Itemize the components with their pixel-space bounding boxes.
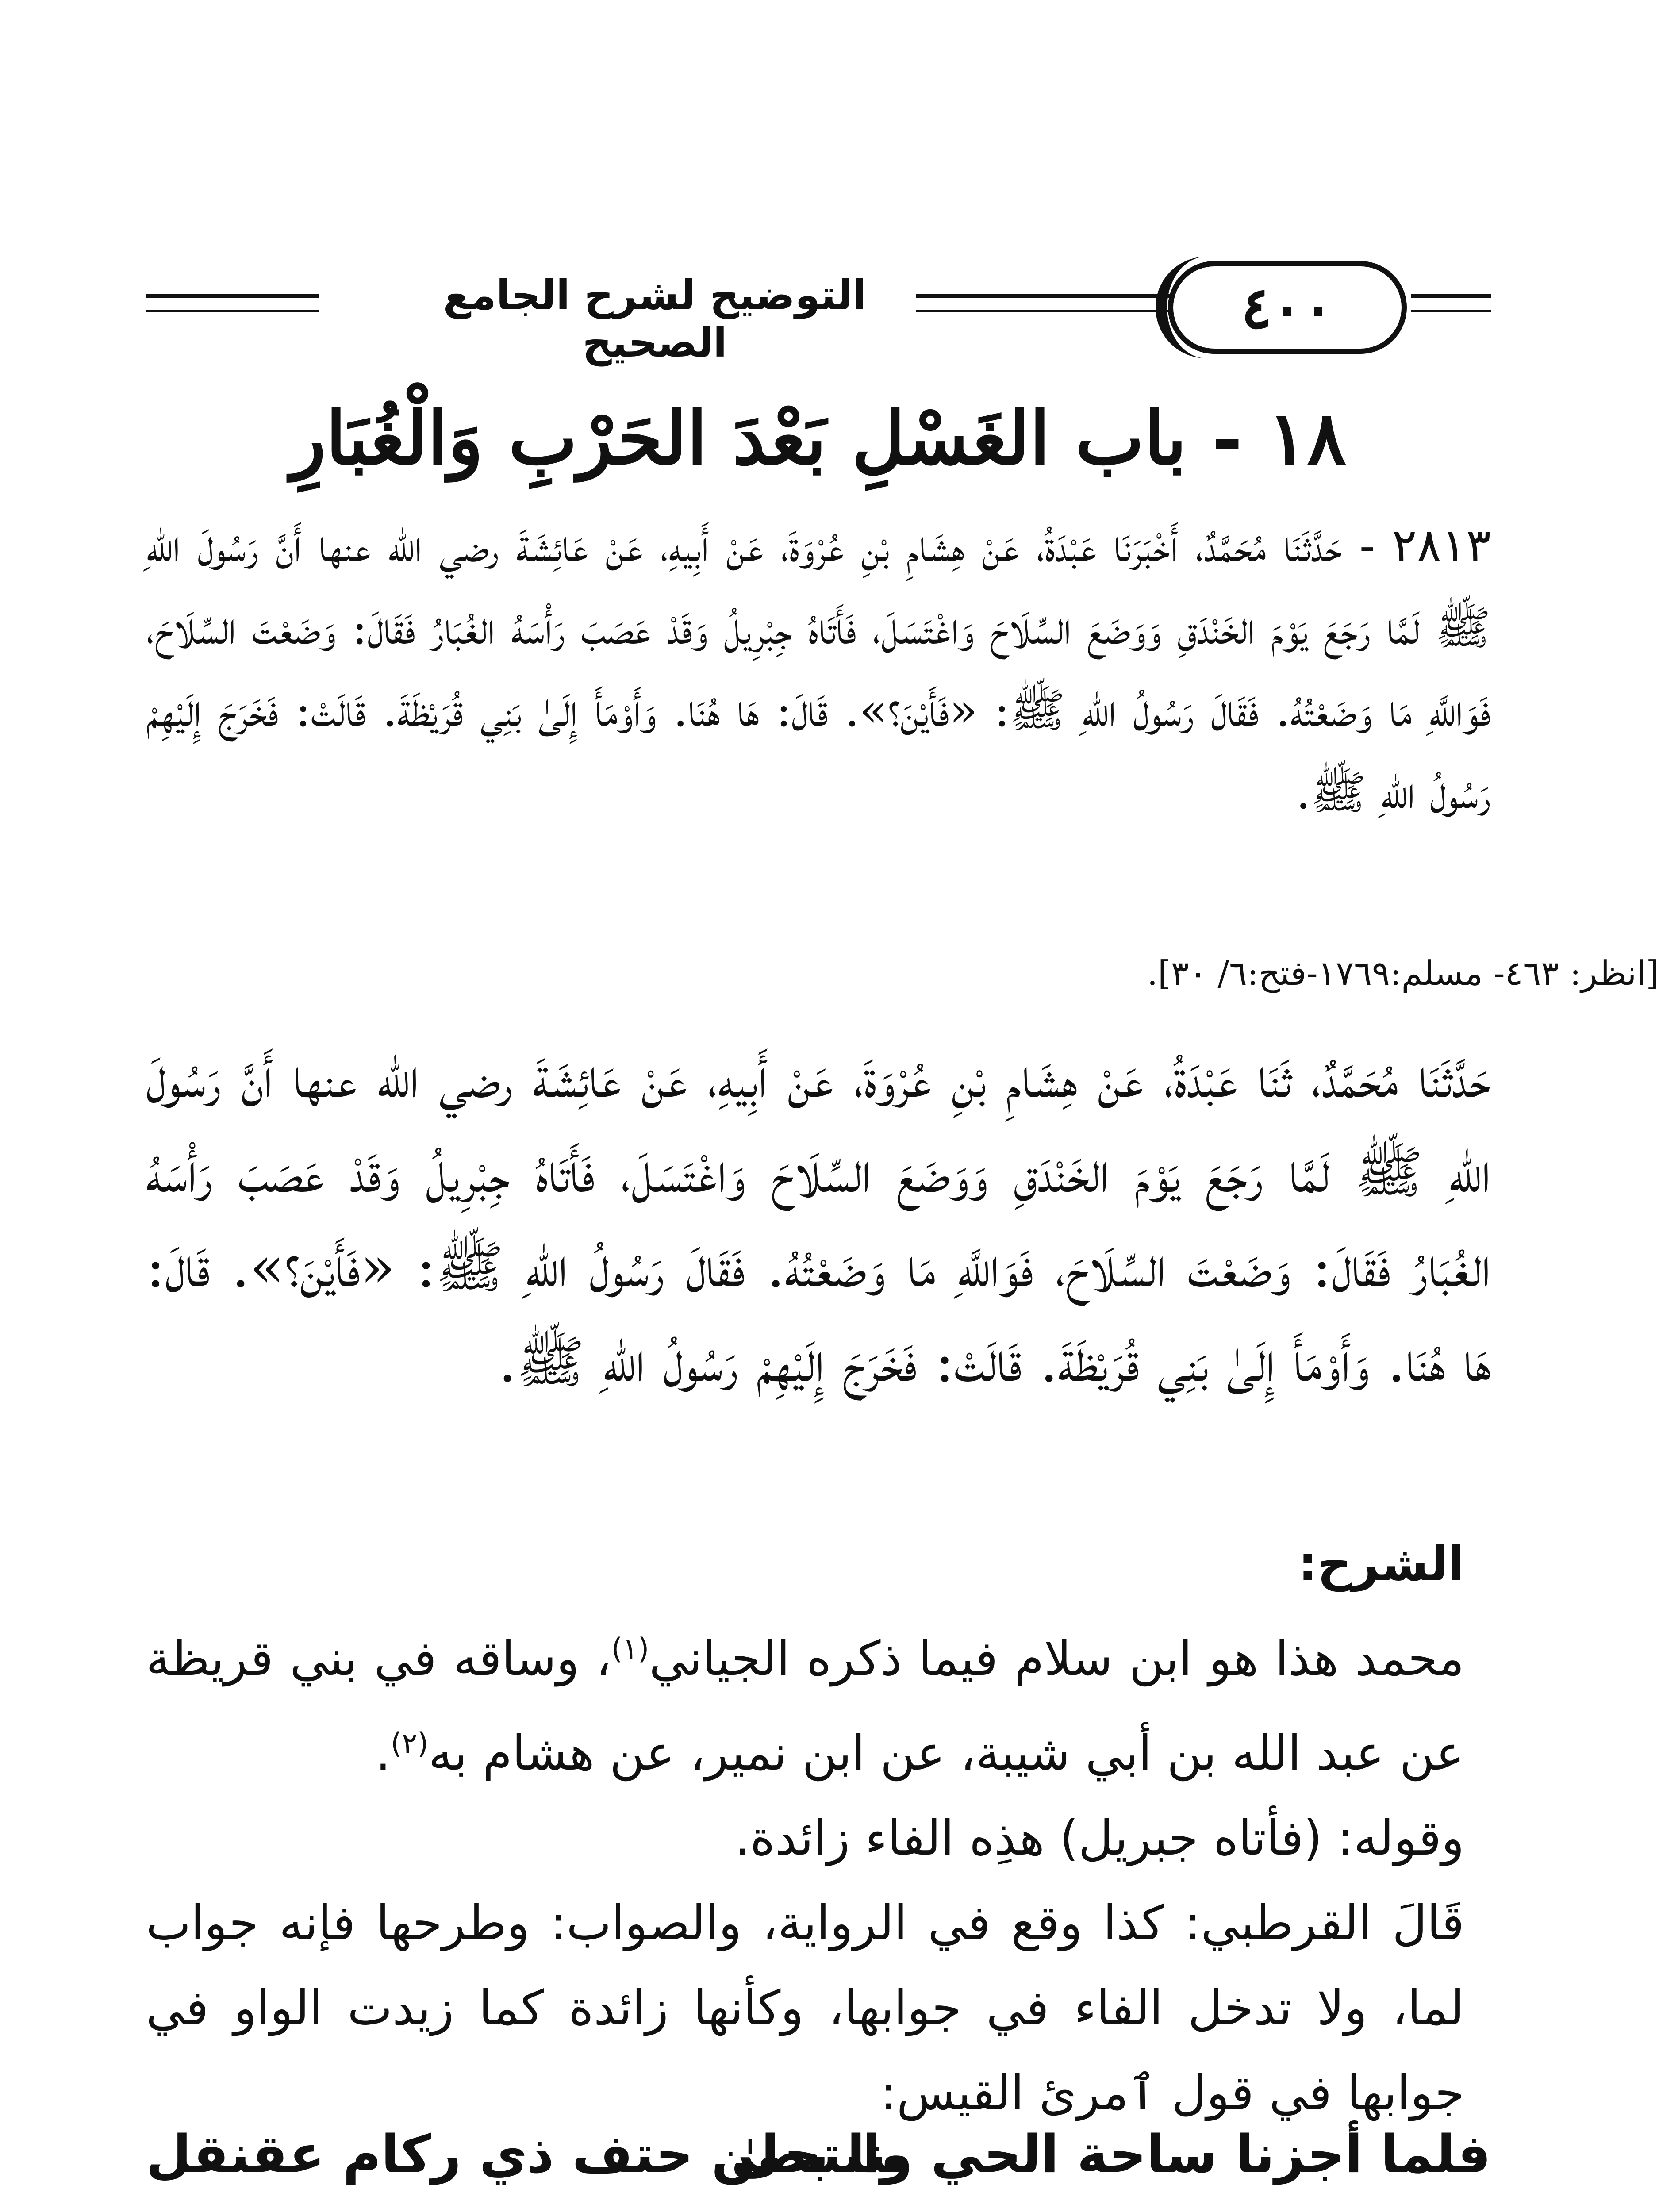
commentary-paragraph-2: وقوله: (فأتاه جبريل) هذِه الفاء زائدة. [735,1811,1464,1866]
header-rule-left-thin [146,310,319,312]
header-rule-left [146,294,319,298]
footnote-ref-2: (٢) [391,1727,429,1760]
poem-second-hemistich: بنا بطن حتف ذي ركام عقنقل [146,2124,908,2185]
commentary-p1-text-c: . [375,1726,391,1781]
chapter-heading: ١٨ - باب الغَسْلِ بَعْدَ الحَرْبِ وَالْغُبَارِ [290,395,1347,481]
commentary-paragraph-1 [146,1607,1491,1796]
commentary-paragraph-3: قَالَ القرطبي: كذا وقع في الرواية، والصواب: وطرحها فإنه جواب لما، ولا تدخل الفاء في جوابها، وكأنها زائدة كما زيدت الواو في جوابها في قول ٱمرئ القيس: [146,1896,1464,2121]
hadith-text: ٢٨١٣ - حَدَّثَنَا مُحَمَّدٌ، أَخْبَرَنَا عَبْدَةُ، عَنْ هِشَامِ بْنِ عُرْوَةَ، عَنْ أَبِيهِ، عَنْ عَائِشَةَ رضي الله عنها أَنَّ رَسُولَ اللهِ ﷺ لَمَّا رَجَعَ يَوْمَ الخَنْدَقِ وَوَضَعَ السِّلَاحَ وَاغْتَسَلَ، فَأَتَاهُ جِبْرِيلُ وَقَدْ عَصَبَ رَأْسَهُ الغُبَارُ فَقَالَ: وَضَعْتَ السِّلَاحَ، فَوَاللَّهِ مَا وَضَعْتُهُ. فَقَالَ رَسُولُ اللهِ ﷺ: «فَأَيْنَ؟». قَالَ: هَا هُنَا. وَأَوْمَأَ إِلَىٰ بَنِي قُرَيْظَةَ. قَالَتْ: فَخَرَجَ إِلَيْهِمْ رَسُولُ اللهِ ﷺ. [146,518,1491,819]
commentary-p1-text-b: ، وساقه في بني قريظة عن عبد الله بن أبي شيبة، عن ابن نمير، عن هشام به [146,1631,1464,1781]
commentary-label: الشرح: [1298,1536,1464,1592]
header-rule-right-thin [1411,310,1491,312]
hadith-reference: [انظر: ٤٦٣- مسلم:١٧٦٩-فتح:٦/ ٣٠]. [1147,953,1659,993]
commentary [146,1522,1491,2136]
hadith-text-large: حَدَّثَنَا مُحَمَّدٌ، ثَنَا عَبْدَةُ، عَنْ هِشَامِ بْنِ عُرْوَةَ، عَنْ أَبِيهِ، عَنْ عَائِشَةَ رضي الله عنها أَنَّ رَسُولَ اللهِ ﷺ لَمَّا رَجَعَ يَوْمَ الخَنْدَقِ وَوَضَعَ السِّلَاحَ وَاغْتَسَلَ، فَأَتَاهُ جِبْرِيلُ وَقَدْ عَصَبَ رَأْسَهُ الغُبَارُ فَقَالَ: وَضَعْتَ السِّلَاحَ، فَوَاللَّهِ مَا وَضَعْتُهُ. فَقَالَ رَسُولُ اللهِ ﷺ: «فَأَيْنَ؟». قَالَ: هَا هُنَا. وَأَوْمَأَ إِلَىٰ بَنِي قُرَيْظَةَ. قَالَتْ: فَخَرَجَ إِلَيْهِمْ رَسُولُ اللهِ ﷺ. [146,1045,1491,1395]
header-rule-middle [916,294,1190,298]
poem-verse [146,2124,1491,2203]
poem-first-hemistich: فلما أجزنا ساحة الحي وانتحىٰ [731,2124,1491,2185]
running-header [146,252,1491,367]
commentary-p1-text-a: محمد هذا هو ابن سلام فيما ذكره الجياني [649,1631,1465,1686]
footnote-ref-1: (١) [611,1632,649,1666]
header-rule-right [1411,294,1491,298]
page-number: ٤٠٠ [1168,261,1407,354]
book-title: التوضيح لشرح الجامع الصحيح [403,272,907,366]
header-rule-middle-thin [916,310,1190,312]
